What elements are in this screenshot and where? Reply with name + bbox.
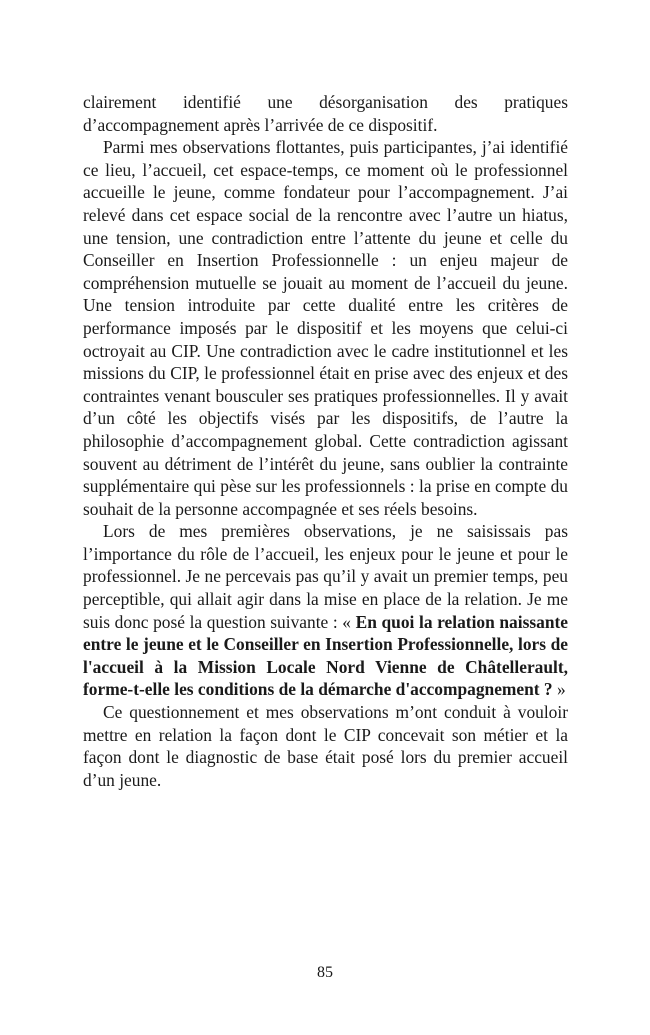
research-question-bold: En quoi la relation naissante entre le jeune et le Conseiller en Insertion Professionnelle, lors de l'accueil à la Mission Locale Nord Vienne de Châtellerault, forme-t-elle les conditions de la démarche d'accompagnement ? (83, 611, 568, 700)
question-intro-text: Lors de mes premières observations, je ne saisissais pas l’importance du rôle de l’accueil, les enjeux pour le jeune et pour le professionnel. Je ne percevais pas qu’il y avait un premier temps, peu perceptible, qui allait agir dans la mise en place de la relation. Je me suis donc posé la question suivante : « (83, 521, 568, 632)
question-closing-quote: » (552, 679, 566, 700)
paragraph-observations: Parmi mes observations flottantes, puis participantes, j’ai identifié ce lieu, l’accueil, cet espace-temps, ce moment où le professionnel accueille le jeune, comme fondateur pour l’accompagnement. J’ai relevé dans cet espace social de la rencontre avec l’autre un hiatus, une tension, une contradiction entre l’attente du jeune et celle du Conseiller en Insertion Professionnelle : un enjeu majeur de compréhension mutuelle se jouait au moment de l’accueil du jeune. Une tension introduite par cette dualité entre les critères de performance imposés par le dispositif et les moyens que celui-ci octroyait au CIP. Une contradiction avec le cadre institutionnel et les missions du CIP, le professionnel était en prise avec des enjeux et des contraintes venant bousculer ses pratiques professionnelles. Il y avait d’un côté les objectifs visés par les dispositifs, de l’autre la philosophie d’accompagnement global. Cette contradiction agissant souvent au détriment de l’intérêt du jeune, sans oublier la contrainte supplémentaire qui pèse sur les professionnels : la prise en compte du souhait de la personne accompagnée et ses réels besoins. (83, 137, 568, 519)
paragraph-conclusion: Ce questionnement et mes observations m’ont conduit à vouloir mettre en relation la façon dont le CIP concevait son métier et la façon dont le diagnostic de base était posé lors du premier accueil d’un jeune. (83, 702, 568, 790)
paragraph-research-question (83, 520, 568, 701)
page-number: 85 (317, 964, 333, 981)
page-body (83, 91, 568, 791)
paragraph-continuation: clairement identifié une désorganisation des pratiques d’accompagnement après l’arrivée de ce dispositif. (83, 92, 568, 135)
